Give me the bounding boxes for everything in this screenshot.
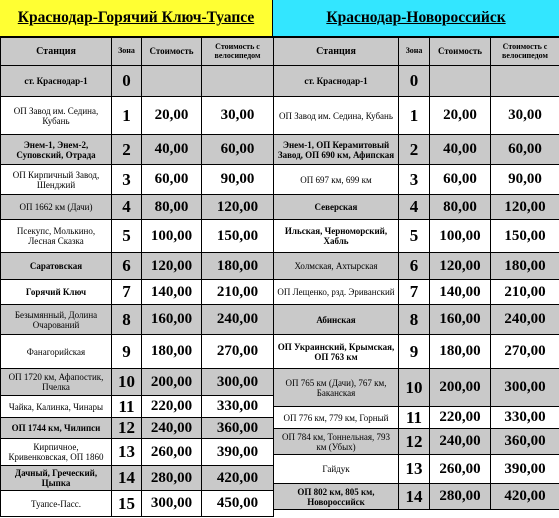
zone-cell: 6 [112,253,142,280]
price-cell: 120,00 [142,253,202,280]
station-cell: Фанагорийская [1,335,112,369]
zone-cell: 13 [112,439,142,466]
price-bike-cell: 120,00 [202,195,274,220]
table-row [1,418,274,439]
station-cell: Туапсе-Пасс. [1,491,112,517]
zone-cell: 0 [112,66,142,97]
table-row [1,305,274,335]
price-bike-cell: 270,00 [491,335,559,369]
station-cell: Дачный, Греческий, Цыпка [1,466,112,491]
price-cell: 200,00 [142,369,202,396]
table-row [274,335,559,369]
zone-cell: 0 [399,66,430,97]
price-cell: 240,00 [430,429,491,455]
route-panel-left [0,0,273,517]
table-row [274,305,559,335]
header-station: Станция [274,38,399,66]
station-cell: ОП 1662 км (Дачи) [1,195,112,220]
price-cell: 280,00 [430,484,491,510]
table-row [274,253,559,280]
price-bike-cell: 210,00 [202,280,274,305]
fare-table-right [273,37,559,510]
table-row [1,165,274,195]
price-bike-cell: 330,00 [491,407,559,429]
station-cell: ОП Завод им. Седина, Кубань [274,97,399,135]
price-cell: 40,00 [142,135,202,165]
price-bike-cell: 450,00 [202,491,274,517]
zone-cell: 9 [399,335,430,369]
station-cell: ОП Кирпичный Завод, Шенджий [1,165,112,195]
header-zone: Зона [112,38,142,66]
zone-cell: 12 [112,418,142,439]
table-row [274,97,559,135]
price-bike-cell: 30,00 [491,97,559,135]
table-row [274,220,559,253]
price-cell: 160,00 [430,305,491,335]
zone-cell: 6 [399,253,430,280]
price-cell: 220,00 [430,407,491,429]
table-row [1,97,274,135]
table-row [1,439,274,466]
header-price-bike: Стоимость с велосипедом [491,38,559,66]
table-row [274,429,559,455]
station-cell: Ильская, Черноморский, Хабль [274,220,399,253]
price-cell: 200,00 [430,369,491,407]
price-bike-cell: 90,00 [202,165,274,195]
zone-cell: 7 [112,280,142,305]
station-cell: Абинская [274,305,399,335]
price-cell: 100,00 [430,220,491,253]
price-bike-cell: 60,00 [491,135,559,165]
table-row [274,135,559,165]
station-cell: ОП 1720 км, Афапостик, Пчелка [1,369,112,396]
zone-cell: 13 [399,455,430,484]
price-cell [430,66,491,97]
table-row [274,369,559,407]
station-cell: ОП 1744 км, Чилипси [1,418,112,439]
price-cell: 40,00 [430,135,491,165]
fare-table-left [0,37,274,517]
price-cell [142,66,202,97]
price-cell: 160,00 [142,305,202,335]
price-cell: 300,00 [142,491,202,517]
table-row [1,335,274,369]
price-bike-cell: 420,00 [202,466,274,491]
price-cell: 20,00 [142,97,202,135]
zone-cell: 9 [112,335,142,369]
station-cell: Саратовская [1,253,112,280]
price-cell: 140,00 [430,280,491,305]
table-row [1,135,274,165]
station-cell: Кирпичное, Кривенковская, ОП 1860 [1,439,112,466]
price-bike-cell: 270,00 [202,335,274,369]
price-bike-cell: 120,00 [491,195,559,220]
zone-cell: 4 [399,195,430,220]
price-bike-cell [202,66,274,97]
zone-cell: 10 [112,369,142,396]
table-row [1,220,274,253]
price-cell: 280,00 [142,466,202,491]
table-row [274,195,559,220]
station-cell: Энем-1, Энем-2, Суповский, Отрада [1,135,112,165]
station-cell: Энем-1, ОП Керамитовый Завод, ОП 690 км, Афипская [274,135,399,165]
price-cell: 60,00 [430,165,491,195]
price-bike-cell: 330,00 [202,396,274,418]
zone-cell: 15 [112,491,142,517]
table-row [1,253,274,280]
price-cell: 20,00 [430,97,491,135]
table-row [1,466,274,491]
station-cell: Холмская, Ахтырская [274,253,399,280]
price-bike-cell [491,66,559,97]
price-bike-cell: 90,00 [491,165,559,195]
table-row [274,66,559,97]
station-cell: ОП 776 км, 779 км, Горный [274,407,399,429]
price-cell: 220,00 [142,396,202,418]
zone-cell: 14 [399,484,430,510]
station-cell: ст. Краснодар-1 [274,66,399,97]
price-cell: 180,00 [430,335,491,369]
price-bike-cell: 390,00 [491,455,559,484]
zone-cell: 11 [112,396,142,418]
station-cell: ОП Завод им. Седина, Кубань [1,97,112,135]
route-title-right: Краснодар-Новороссийск [273,0,559,37]
table-row [1,369,274,396]
table-row [1,491,274,517]
price-bike-cell: 240,00 [491,305,559,335]
price-bike-cell: 150,00 [491,220,559,253]
route-panel-right [273,0,559,517]
price-bike-cell: 300,00 [202,369,274,396]
station-cell: Северская [274,195,399,220]
zone-cell: 1 [399,97,430,135]
table-row [1,195,274,220]
station-cell: Псекупс, Молькино, Лесная Сказка [1,220,112,253]
price-cell: 260,00 [430,455,491,484]
price-bike-cell: 300,00 [491,369,559,407]
table-row [274,455,559,484]
price-bike-cell: 210,00 [491,280,559,305]
zone-cell: 14 [112,466,142,491]
price-cell: 100,00 [142,220,202,253]
header-price-bike: Стоимость с велосипедом [202,38,274,66]
zone-cell: 2 [112,135,142,165]
station-cell: ОП 802 км, 805 км, Новороссийск [274,484,399,510]
price-bike-cell: 180,00 [491,253,559,280]
price-bike-cell: 420,00 [491,484,559,510]
zone-cell: 7 [399,280,430,305]
zone-cell: 12 [399,429,430,455]
zone-cell: 1 [112,97,142,135]
zone-cell: 11 [399,407,430,429]
price-cell: 240,00 [142,418,202,439]
price-cell: 80,00 [430,195,491,220]
table-row [274,407,559,429]
price-cell: 60,00 [142,165,202,195]
station-cell: Чайка, Калинка, Чинары [1,396,112,418]
station-cell: Безымянный, Долина Очарований [1,305,112,335]
price-cell: 80,00 [142,195,202,220]
table-row [274,484,559,510]
header-zone: Зона [399,38,430,66]
table-row [1,280,274,305]
table-row [1,66,274,97]
zone-cell: 8 [399,305,430,335]
price-cell: 260,00 [142,439,202,466]
price-bike-cell: 150,00 [202,220,274,253]
station-cell: Горячий Ключ [1,280,112,305]
header-station: Станция [1,38,112,66]
route-title-left: Краснодар-Горячий Ключ-Туапсе [0,0,273,37]
zone-cell: 4 [112,195,142,220]
price-bike-cell: 30,00 [202,97,274,135]
price-cell: 120,00 [430,253,491,280]
zone-cell: 3 [112,165,142,195]
station-cell: ОП 697 км, 699 км [274,165,399,195]
header-price: Стоимость [142,38,202,66]
price-cell: 180,00 [142,335,202,369]
zone-cell: 10 [399,369,430,407]
station-cell: ОП 784 км, Тоннельная, 793 км (Убых) [274,429,399,455]
table-row [274,165,559,195]
zone-cell: 2 [399,135,430,165]
price-bike-cell: 60,00 [202,135,274,165]
station-cell: ОП 765 км (Дачи), 767 км, Баканская [274,369,399,407]
price-bike-cell: 240,00 [202,305,274,335]
station-cell: ОП Украинский, Крымская, ОП 763 км [274,335,399,369]
price-bike-cell: 180,00 [202,253,274,280]
price-bike-cell: 390,00 [202,439,274,466]
station-cell: ОП Лещенко, рзд. Эриванский [274,280,399,305]
price-bike-cell: 360,00 [202,418,274,439]
price-cell: 140,00 [142,280,202,305]
station-cell: ст. Краснодар-1 [1,66,112,97]
zone-cell: 5 [112,220,142,253]
zone-cell: 5 [399,220,430,253]
table-row [1,396,274,418]
zone-cell: 3 [399,165,430,195]
header-price: Стоимость [430,38,491,66]
price-bike-cell: 360,00 [491,429,559,455]
table-row [274,280,559,305]
zone-cell: 8 [112,305,142,335]
station-cell: Гайдук [274,455,399,484]
